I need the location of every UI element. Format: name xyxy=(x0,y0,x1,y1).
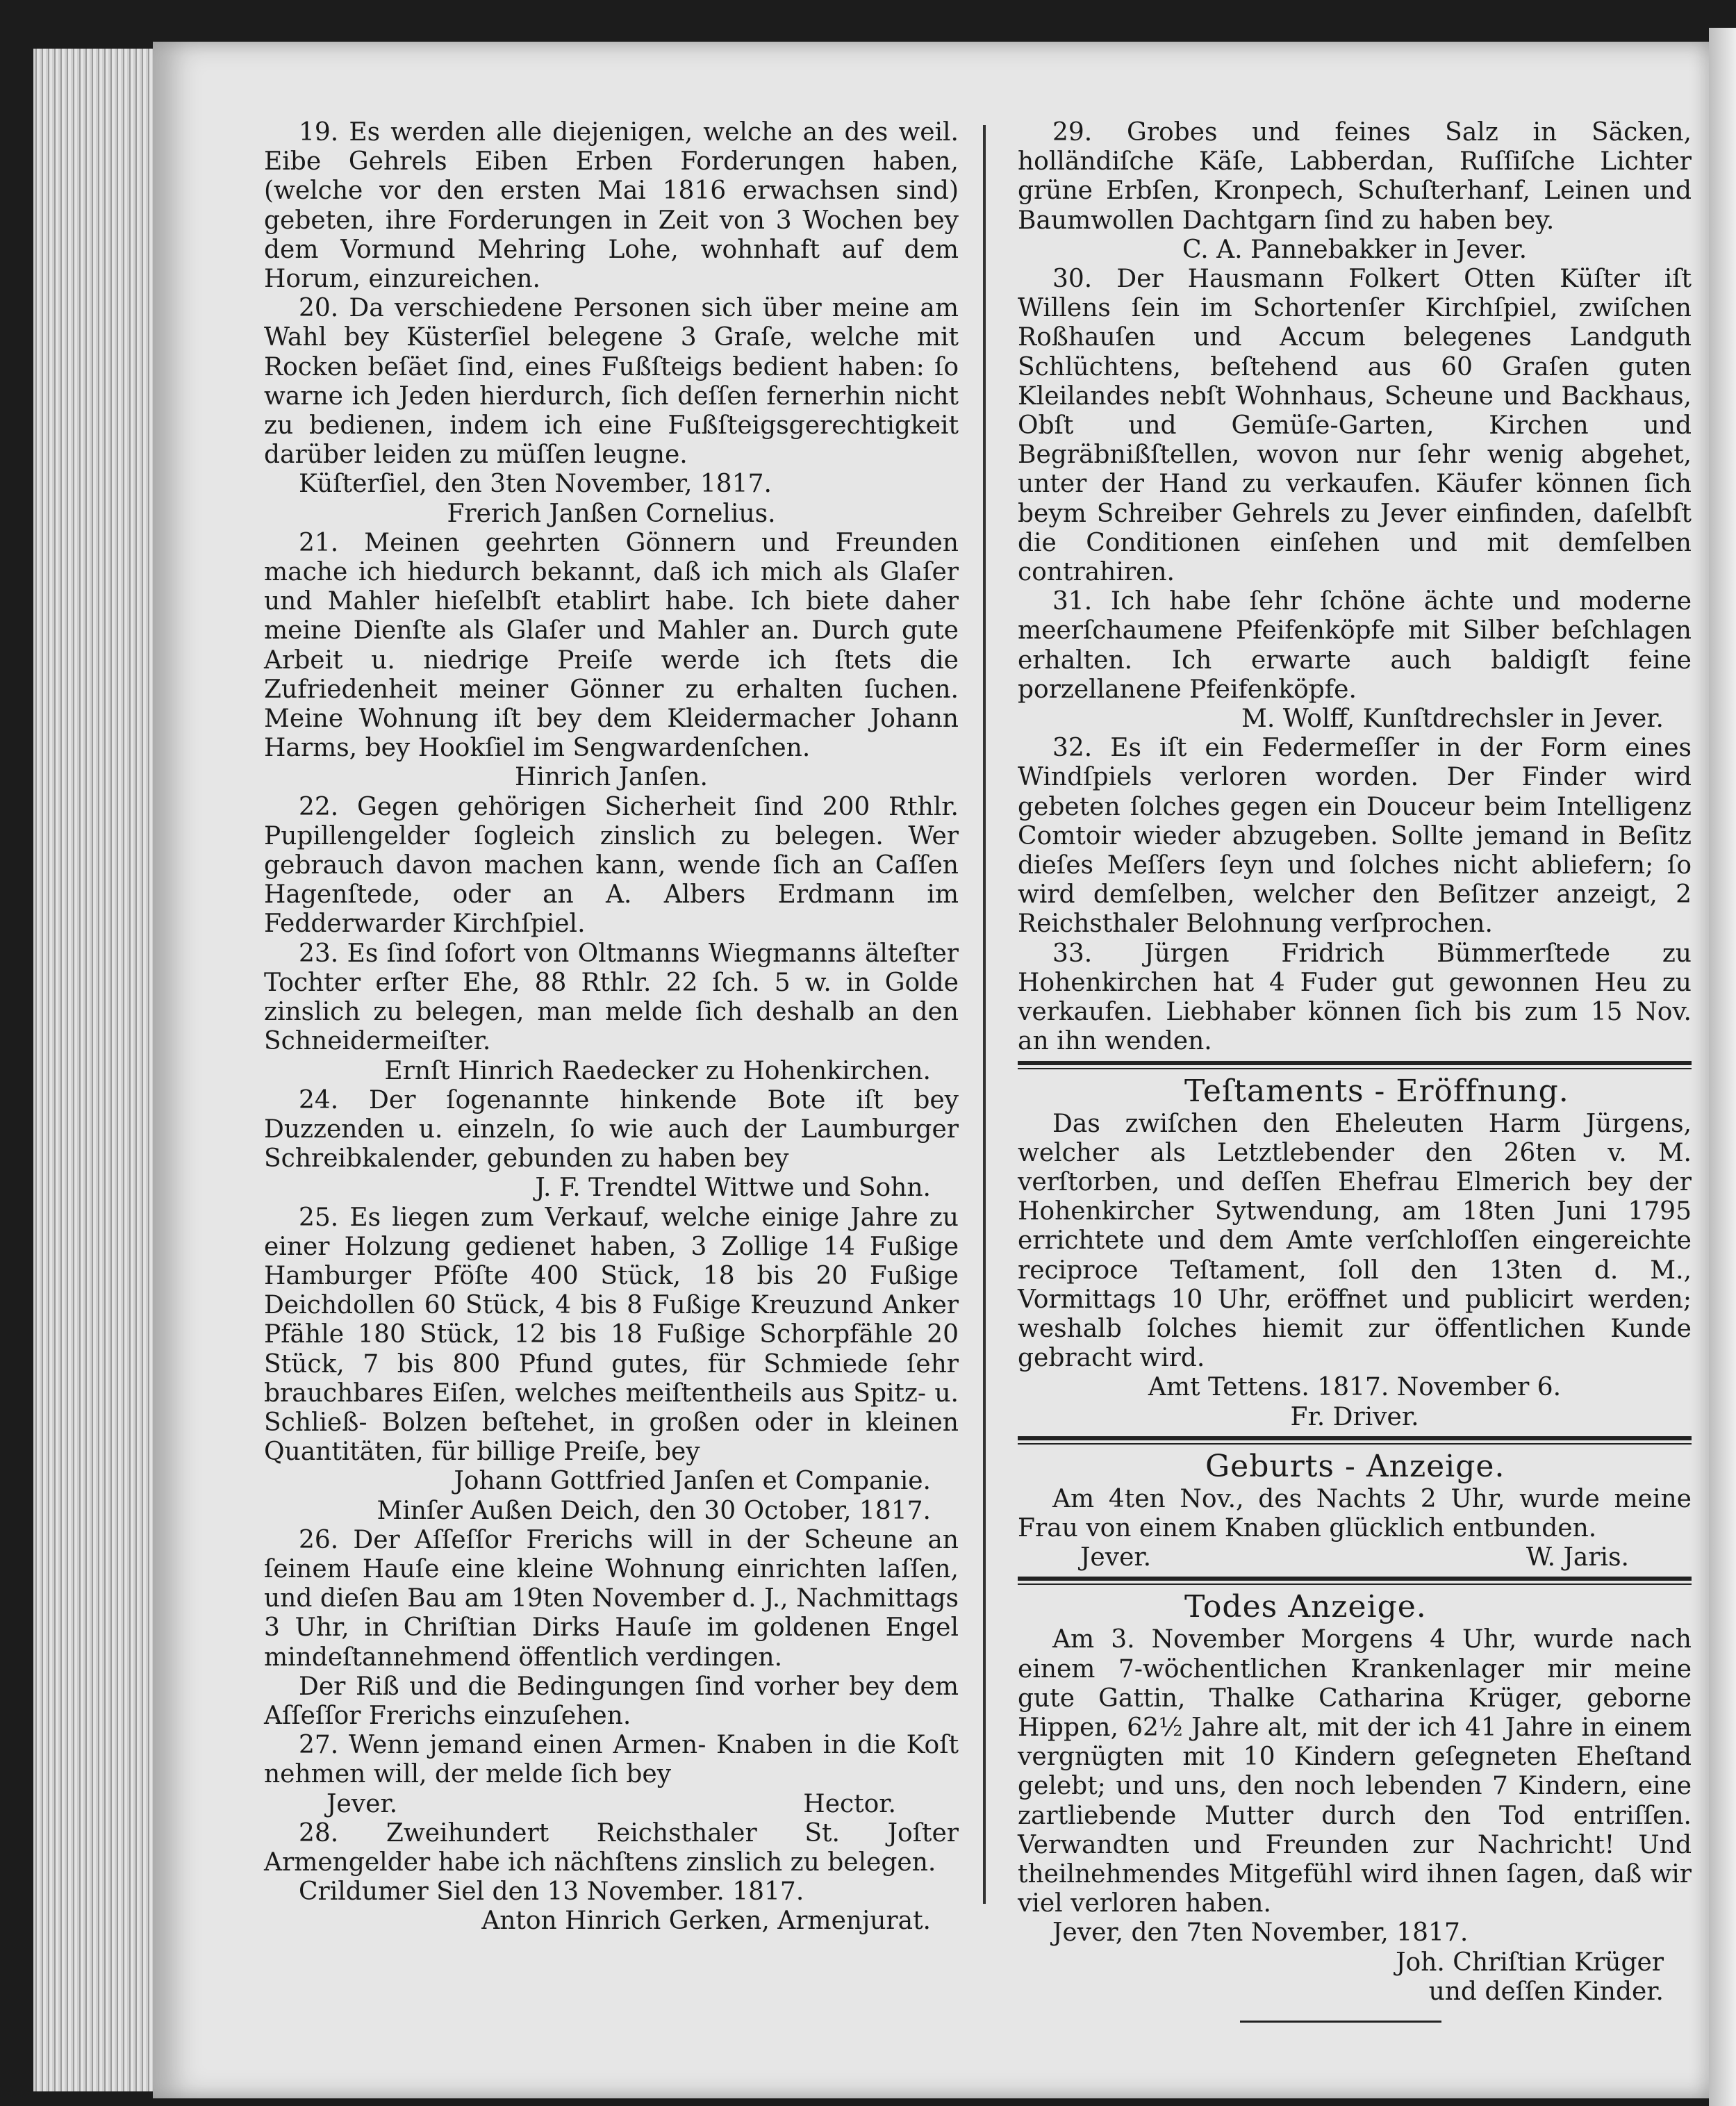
notice-23: 23. Es ſind ſofort von Oltmanns Wiegmanns älteſter Tochter erſter Ehe, 88 Rthlr. 22 ſch. 5 w. in Golde zinslich zu belegen, man melde ſich deshalb an den Schneidermeiſter. xyxy=(264,939,959,1056)
notice-22: 22. Gegen gehörigen Sicherheit ſind 200 Rthlr. Pupillengelder ſogleich zinslich zu belegen. Wer gebrauch davon machen kann, wende ſich an Caſſen Hagenſtede, oder an A. Albers Erdmann im Fedderwarder Kirchſpiel. xyxy=(264,792,959,939)
notice-21-signature: Hinrich Janſen. xyxy=(515,763,708,792)
death-text: Am 3. November Morgens 4 Uhr, wurde nach einem 7-wöchentlichen Krankenlager mir meine gute Gattin, Thalke Catharina Krüger, geborne Hippen, 62½ Jahre alt, mit der ich 41 Jahre in einem vergnügten mit 10 Kindern geſegneten Eheſtand gelebt; und uns, den noch lebenden 7 Kindern, eine zartliebende Mutter durch den Tod entriſſen. Verwandten und Freunden zur Nachricht! Und theilnehmendes Mitgefühl wird ihnen ſagen, daß wir viel verloren haben. xyxy=(1018,1625,1692,1918)
testament-text: Das zwiſchen den Eheleuten Harm Jürgens, welcher als Letztlebender den 26ten v. M. verſtorben, und deſſen Ehefrau Elmerich bey der Hohenkircher Sytwendung, am 18ten Juni 1795 errichtete und dem Amte verſchloſſen eingereichte reciproce Teſtament, ſoll den 13ten d. M., Vormittags 10 Uhr, eröffnet und publicirt werden; weshalb ſolches hiemit zur öffentlichen Kunde gebracht wird. xyxy=(1018,1109,1692,1373)
notice-25-signature: Johann Gottfried Janſen et Companie. xyxy=(454,1467,931,1496)
notice-24: 24. Der ſogenannte hinkende Bote iſt bey Duzzenden u. einzeln, ſo wie auch der Laumburger Schreibkalender, gebunden zu haben bey xyxy=(264,1085,959,1174)
birth-location: Jever. xyxy=(1080,1543,1152,1572)
death-date: Jever, den 7ten November, 1817. xyxy=(1052,1918,1469,1948)
notice-28: 28. Zweihundert Reichsthaler St. Joſter Armengelder habe ich nächſtens zinslich zu belegen. xyxy=(264,1818,959,1877)
death-signature-1: Joh. Chriſtian Krüger xyxy=(1396,1948,1664,1977)
section-rule-thin xyxy=(1018,1068,1692,1069)
column-divider xyxy=(983,125,986,1904)
left-column xyxy=(264,118,959,1936)
notice-20: 20. Da verschiedene Personen sich über meine am Wahl bey Küsterſiel belegene 3 Graſe, welche mit Rocken beſäet ſind, eines Fußſteigs bedient haben: ſo warne ich Jeden hierdurch, ſich deſſen fernerhin nicht zu bedienen, indem ich eine Fußſteigsgerechtigkeit darüber leiden zu müſſen leugne. xyxy=(264,294,959,470)
notice-28-signature: Anton Hinrich Gerken, Armenjurat. xyxy=(481,1907,931,1936)
notice-28-date: Crildumer Siel den 13 November. 1817. xyxy=(299,1877,804,1907)
notice-19: 19. Es werden alle diejenigen, welche an des weil. Eibe Gehrels Eiben Erben Forderungen haben, (welche vor den ersten Mai 1816 erwachsen sind) gebeten, ihre Forderungen in Zeit von 3 Wochen bey dem Vormund Mehring Lohe, wohnhaft auf dem Horum, einzureichen. xyxy=(264,118,959,294)
notice-27-footer xyxy=(264,1790,959,1819)
notice-27-location: Jever. xyxy=(326,1789,398,1818)
closing-rule xyxy=(1240,2021,1441,2023)
death-signature-2: und deſſen Kinder. xyxy=(1428,1977,1664,2006)
notice-26: 26. Der Aſſeſſor Frerichs will in der Scheune an ſeinem Hauſe eine kleine Wohnung einrichten laſſen, und dieſen Bau am 19ten November d. J., Nachmittags 3 Uhr, in Chriſtian Dirks Hauſe im goldenen Engel mindeſtannehmend öffentlich verdingen. xyxy=(264,1525,959,1672)
notice-20-signature: Frerich Janßen Cornelius. xyxy=(447,499,776,528)
notice-23-signature: Ernſt Hinrich Raedecker zu Hohenkirchen. xyxy=(384,1056,931,1085)
notice-29: 29. Grobes und feines Salz in Säcken, holländiſche Käſe, Labberdan, Ruſſiſche Lichter grüne Erbſen, Kronpech, Schuſterhanf, Leinen und Baumwollen Dachtgarn ſind zu haben bey. xyxy=(1018,118,1692,235)
notice-27: 27. Wenn jemand einen Armen- Knaben in die Koſt nehmen will, der melde ſich bey xyxy=(264,1731,959,1789)
section-rule xyxy=(1018,1577,1692,1581)
facing-page-edge xyxy=(1709,28,1736,2106)
testament-signature: Fr. Driver. xyxy=(1290,1402,1419,1431)
notice-26-conditions: Der Riß und die Bedingungen ſind vorher bey dem Aſſeſſor Frerichs einzuſehen. xyxy=(264,1672,959,1730)
testament-date: Amt Tettens. 1817. November 6. xyxy=(1148,1373,1562,1402)
notice-27-signature: Hector. xyxy=(803,1789,896,1818)
notice-31-signature: M. Wolff, Kunſtdrechsler in Jever. xyxy=(1241,705,1664,734)
birth-footer xyxy=(1018,1543,1692,1572)
notice-30: 30. Der Hausmann Folkert Otten Küſter iſt Willens ſein im Schortenſer Kirchſpiel, zwiſchen Roßhauſen und Accum belegenes Landguth Schlüchtens, beſtehend aus 60 Graſen guten Kleilandes nebſt Wohnhaus, Scheune und Backhaus, Obſt und Gemüſe-Garten, Kirchen und Begräbnißſtellen, wovon nur ſehr wenig abgehet, unter der Hand zu verkaufen. Käufer können ſich beym Schreiber Gehrels zu Jever einfinden, daſelbſt die Conditionen einſehen und mit demſelben contrahiren. xyxy=(1018,265,1692,587)
notice-32: 32. Es iſt ein Federmeſſer in der Form eines Windſpiels verloren worden. Der Finder wird gebeten ſolches gegen ein Douceur beim Intelligenz Comtoir wieder abzugeben. Sollte jemand in Beſitz dieſes Meſſers ſeyn und ſolches nicht abliefern; ſo wird demſelben, welcher den Beſitzer anzeigt, 2 Reichsthaler Belohnung verſprochen. xyxy=(1018,734,1692,939)
notice-24-signature: J. F. Trendtel Wittwe und Sohn. xyxy=(535,1174,931,1203)
notice-25: 25. Es liegen zum Verkauf, welche einige Jahre zu einer Holzung gedienet haben, 3 Zollige 14 Fußige Hamburger Pföſte 400 Stück, 18 bis 20 Fußige Deichdollen 60 Stück, 4 bis 8 Fußige Kreuzund Anker Pfähle 180 Stück, 12 bis 18 Fußige Schorpfähle 20 Stück, 7 bis 800 Pfund gutes, für Schmiede ſehr brauchbares Eiſen, welches meiſtentheils aus Spitz- u. Schließ- Bolzen beſtehet, in großen oder in kleinen Quantitäten, für billige Preiſe, bey xyxy=(264,1203,959,1467)
right-column xyxy=(1018,118,1692,2023)
section-rule-thin xyxy=(1018,1443,1692,1445)
notice-33: 33. Jürgen Fridrich Bümmerſtede zu Hohenkirchen hat 4 Fuder gut gewonnen Heu zu verkaufen. Liebhaber können ſich bis zum 15 Nov. an ihn wenden. xyxy=(1018,939,1692,1056)
notice-21: 21. Meinen geehrten Gönnern und Freunden mache ich hiedurch bekannt, daß ich mich als Glaſer und Mahler hieſelbſt etablirt habe. Ich biete daher meine Dienſte als Glaſer und Mahler an. Durch gute Arbeit u. niedrige Preiſe werde ich ſtets die Zufriedenheit meiner Gönner zu erhalten ſuchen. Meine Wohnung iſt bey dem Kleidermacher Johann Harms, bey Hookſiel im Sengwardenſchen. xyxy=(264,528,959,763)
book-page-edges xyxy=(33,49,158,2091)
notice-25-date: Minſer Außen Deich, den 30 October, 1817. xyxy=(377,1496,931,1525)
notice-20-date: Küſterſiel, den 3ten November, 1817. xyxy=(299,470,772,499)
birth-signature: W. Jaris. xyxy=(1526,1543,1629,1572)
testament-heading: Teſtaments - Eröffnung. xyxy=(1184,1073,1569,1109)
death-heading: Todes Anzeige. xyxy=(1184,1589,1427,1625)
birth-heading: Geburts - Anzeige. xyxy=(1205,1448,1505,1484)
section-rule xyxy=(1018,1436,1692,1440)
notice-31: 31. Ich habe ſehr ſchöne ächte und moderne meerſchaumene Pfeifenköpfe mit Silber beſchlagen erhalten. Ich erwarte auch baldigſt feine porzellanene Pfeifenköpfe. xyxy=(1018,587,1692,704)
birth-text: Am 4ten Nov., des Nachts 2 Uhr, wurde meine Frau von einem Knaben glücklich entbunden. xyxy=(1018,1484,1692,1543)
notice-29-signature: C. A. Pannebakker in Jever. xyxy=(1182,235,1528,264)
section-rule xyxy=(1018,1061,1692,1065)
section-rule-thin xyxy=(1018,1583,1692,1585)
